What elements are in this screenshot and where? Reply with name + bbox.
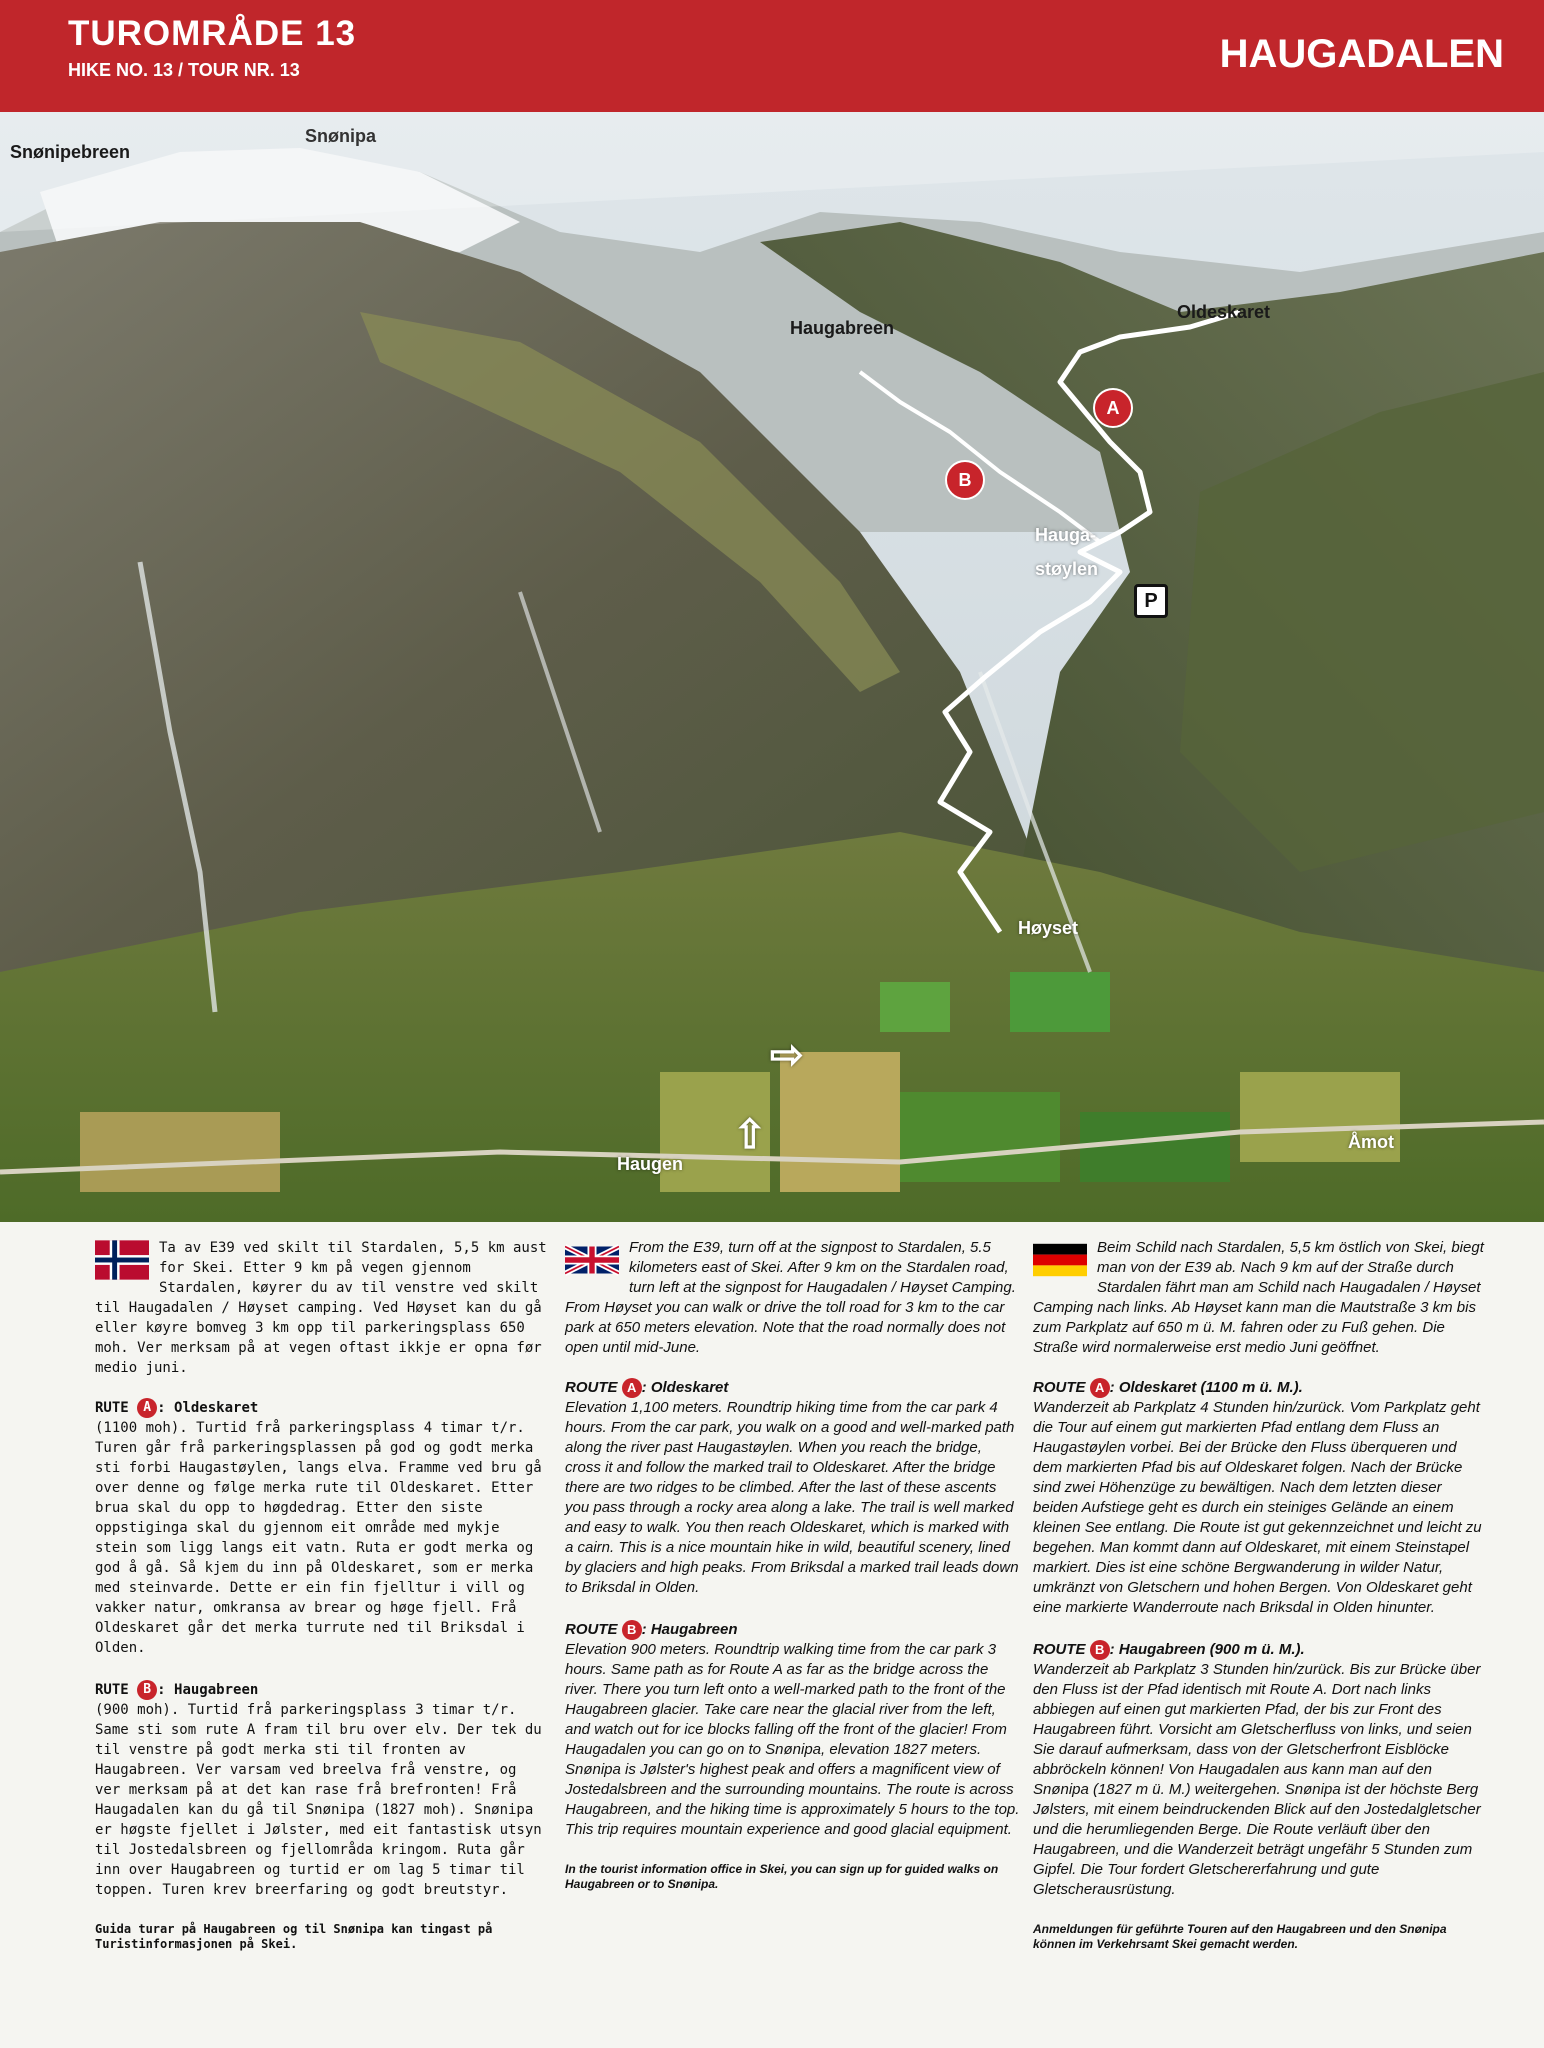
- route-a-badge: A: [137, 1398, 157, 1418]
- sign-header: [0, 0, 1544, 112]
- uk-flag-icon: [565, 1240, 619, 1280]
- footnote-no: Guida turar på Haugabreen og til Snønipa kan tingast på Turistinformasjonen på Skei.: [95, 1922, 493, 1951]
- norway-flag-icon: [95, 1240, 149, 1280]
- route-b-heading-de: [1033, 1640, 1488, 1660]
- label-haugabreen: Haugabreen: [790, 318, 895, 338]
- arrow-right-icon: ⇨: [770, 1033, 804, 1077]
- route-b-text-no: (900 moh). Turtid frå parkeringsplass 3 timar t/r. Same sti som rute A fram til bru over elv. Der tek du til venstre på godt merka sti til fronten av Haugabreen. Ver varsam ved breelva frå venstre, og ver merksam på at det kan rase frå brefronten! Frå Haugadalen kan du gå til Snønipa (1827 moh). Snønipa er høgste fjellet i Jølster, med eit fantastisk utsyn til Jostedalsbreen og fjellområda kringom. Ruta går inn over Haugabreen og turtid er om lag 5 timar til toppen. Turen krev breerfaring og godt breutstyr.: [95, 1702, 542, 1898]
- label-hoyset: Høyset: [1018, 918, 1079, 938]
- route-a-text-de: Wanderzeit ab Parkplatz 4 Stunden hin/zurück. Vom Parkplatz geht die Tour auf einem gut markierten Pfad entlang dem Fluss an Haugastøylen vorbei. Bei der Brücke den Fluss überqueren und dem markierten Pfad bis auf Oldeskaret folgen. Nach der Brücke sind zwei Höhenzüge zu bewältigen. Nach dem letzten dieser beiden Aufstiege geht es durch ein steiniges Gelände an einem kleinen See entlang. Die Route ist gut gekennzeichnet und leicht zu begehen. Man kommt dann auf Oldeskaret, mit einem Steinstapel markiert. Dies ist eine schöne Bergwanderung in wilder Natur, umkränzt von Gletschern und hohen Bergen. Von Oldeskaret geht eine markierte Wanderroute nach Briksdal in Olden hinunter.: [1033, 1399, 1482, 1617]
- label-snonipa: Snønipa: [305, 126, 376, 146]
- germany-flag-icon: [1033, 1240, 1087, 1280]
- hike-number: HIKE NO. 13 / TOUR NR. 13: [68, 60, 300, 80]
- route-b-badge: B: [622, 1620, 642, 1640]
- route-b-badge: B: [137, 1680, 157, 1700]
- place-name: HAUGADALEN: [1219, 32, 1504, 76]
- intro-text-no: Ta av E39 ved skilt til Stardalen, 5,5 km aust for Skei. Etter 9 km på vegen gjennom Stardalen, køyrer du av til venstre ved skilt til Haugadalen / Høyset camping. Ved Høyset kan du gå eller køyre bomveg 3 km opp til parkeringsplass 650 moh. Ver merksam på at vegen oftast ikkje er opna før medio juni.: [95, 1240, 547, 1376]
- route-b-marker: B: [945, 460, 985, 500]
- parking-icon: P: [1134, 584, 1168, 618]
- label-snonipebreen: Snønipebreen: [10, 142, 131, 162]
- label-haugastoylen-line1: Hauga-: [1035, 525, 1097, 545]
- route-b-heading-no: [95, 1680, 550, 1700]
- column-english: [565, 1238, 1020, 1892]
- route-b-text-de: Wanderzeit ab Parkplatz 3 Stunden hin/zurück. Bis zur Brücke über den Fluss ist der Pfad identisch mit Route A. Dort nach links abbiegen auf einen gut markierten Pfad, der bis zur Front des Haugabreen führt. Vorsicht am Gletscherfluss von links, und seien Sie darauf aufmerksam, dass von der Gletscherfront Eisblöcke abbröckeln können! Von Haugadalen aus kann man auf den Snønipa (1827 m ü. M.) weitergehen. Snønipa ist der höchste Berg Jølsters, mit einem beindruckenden Blick auf den Jostedalgletscher und die herumliegenden Berge. Die Route verläuft über den Haugabreen, und die Wanderzeit beträgt ungefähr 5 Stunden zum Gipfel. Die Tour fordert Gletschererfahrung und gute Gletscherausrüstung.: [1033, 1661, 1481, 1899]
- route-a-marker: A: [1093, 388, 1133, 428]
- route-b-text-en: Elevation 900 meters. Roundtrip walking time from the car park 3 hours. Same path as for Route A as far as the bridge across the river. There you turn left onto a well-marked path to the front of the Haugabreen glacier. Take care near the glacial river from the left, and watch out for ice blocks falling off the front of the glacier! From Haugadalen you can go on to Snønipa, elevation 1827 meters. Snønipa is Jølster's highest peak and offers a magnificent view of Jostedalsbreen and the surrounding mountains. The route is across Haugabreen, and the hiking time is approximately 5 hours to the top. This trip requires mountain experience and good glacial equipment.: [565, 1641, 1020, 1839]
- route-prefix: ROUTE: [1033, 1641, 1086, 1659]
- route-name: : Haugabreen (900 m ü. M.).: [1109, 1641, 1305, 1659]
- column-norwegian: [95, 1238, 550, 1952]
- route-a-badge: A: [622, 1378, 642, 1398]
- route-prefix: ROUTE: [565, 1379, 618, 1396]
- route-a-heading-en: [565, 1378, 1020, 1398]
- label-amot: Åmot: [1348, 1132, 1394, 1152]
- aerial-photo-map: [0, 112, 1544, 1222]
- column-german: [1033, 1238, 1488, 1952]
- route-prefix: RUTE: [95, 1400, 129, 1416]
- route-prefix: ROUTE: [565, 1621, 618, 1639]
- route-a-text-no: (1100 moh). Turtid frå parkeringsplass 4 timar t/r. Turen går frå parkeringsplassen på god og godt merka sti forbi Haugastøylen, langs elva. Framme ved bru gå over denne og følge merka rute til Oldeskaret. Etter brua skal du opp to høgdedrag. Etter den siste oppstiginga skal du gjennom eit område med mykje stein som ligg langs eit vatn. Ruta er godt merka og god å gå. Så kjem du inn på Oldeskaret, som er merka med steinvarde. Dette er ein fin fjelltur i vill og vakker natur, omkransa av brear og høge fjell. Frå Oldeskaret går det merka turrute ned til Briksdal i Olden.: [95, 1420, 542, 1656]
- arrow-up-icon: ⇧: [733, 1113, 767, 1157]
- route-b-badge: B: [1090, 1640, 1110, 1660]
- route-name: : Oldeskaret: [641, 1379, 729, 1396]
- route-name: : Oldeskaret: [157, 1400, 259, 1416]
- label-haugastoylen-line2: støylen: [1035, 559, 1099, 579]
- route-prefix: RUTE: [95, 1682, 129, 1698]
- label-oldeskaret: Oldeskaret: [1177, 302, 1271, 322]
- route-a-badge: A: [1090, 1378, 1110, 1398]
- route-name: : Haugabreen: [641, 1621, 738, 1639]
- route-name: : Oldeskaret (1100 m ü. M.).: [1109, 1379, 1303, 1396]
- route-a-heading-no: [95, 1398, 550, 1418]
- footnote-de: Anmeldungen für geführte Touren auf den Haugabreen und den Snønipa können im Verkehrsamt Skei gemacht werden.: [1033, 1922, 1447, 1952]
- route-a-heading-de: [1033, 1378, 1488, 1398]
- info-text-panel: [0, 1222, 1544, 2048]
- route-a-text-en: Elevation 1,100 meters. Roundtrip hiking time from the car park 4 hours. From the car park, you walk on a good and well-marked path along the river past Haugastøylen. When you reach the bridge, cross it and follow the marked trail to Oldeskaret. After the bridge there are two ridges to be climbed. After the last of these ascents you pass through a rocky area along a lake. The trail is well marked and easy to walk. You then reach Oldeskaret, which is marked with a cairn. This is a nice mountain hike in wild, beautiful scenery, lined by glaciers and high peaks. From Briksdal a marked trail leads down to Briksdal in Olden.: [565, 1399, 1019, 1597]
- intro-text-de: Beim Schild nach Stardalen, 5,5 km östlich von Skei, biegt man von der E39 ab. Nach 9 km auf der Straße durch Stardalen fährt man am Schild nach Haugadalen / Høyset Camping nach links. Ab Høyset kann man die Mautstraße 3 km bis zum Parkplatz auf 650 m ü. M. fahren oder zu Fuß gehen. Die Straße wird normalerweise erst medio Juni geöffnet.: [1033, 1239, 1484, 1356]
- label-haugen: Haugen: [617, 1154, 684, 1174]
- intro-text-en: From the E39, turn off at the signpost to Stardalen, 5.5 kilometers east of Skei. After 9 km on the Stardalen road, turn left at the signpost for Haugadalen / Høyset Camping. From Høyset you can walk or drive the toll road for 3 km to the car park at 650 meters elevation. Note that the road normally does not open until mid-June.: [565, 1239, 1016, 1356]
- route-prefix: ROUTE: [1033, 1379, 1086, 1396]
- route-b-heading-en: [565, 1620, 1020, 1640]
- footnote-en: In the tourist information office in Skei, you can sign up for guided walks on Haugabreen or to Snønipa.: [565, 1862, 999, 1892]
- area-title: TUROMRÅDE 13: [68, 14, 357, 53]
- route-name: : Haugabreen: [157, 1682, 259, 1698]
